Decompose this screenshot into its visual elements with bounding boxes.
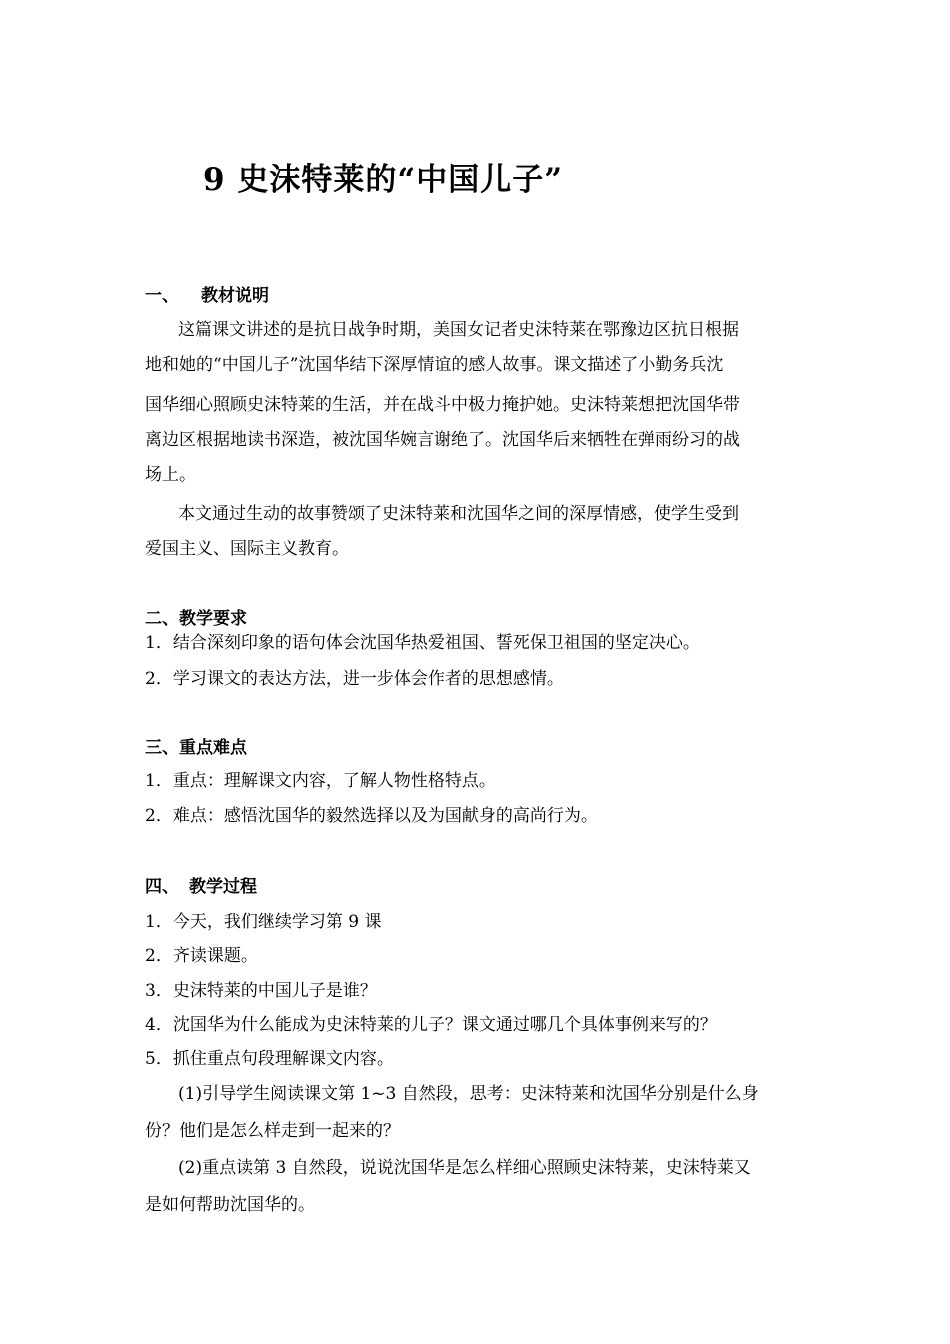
list-item: 4．沈国华为什么能成为史沫特莱的儿子？课文通过哪几个具体事例来写的？ — [145, 1015, 717, 1035]
section-heading-requirements: 二、教学要求 — [145, 609, 247, 629]
paragraph-line: 场上。 — [145, 465, 196, 485]
section-heading-process — [145, 877, 257, 897]
list-item: 5．抓住重点句段理解课文内容。 — [145, 1049, 394, 1069]
paragraph-line: 这篇课文讲述的是抗日战争时期，美国女记者史沫特莱在鄂豫边区抗日根据 — [178, 320, 739, 340]
list-item: 1．今天，我们继续学习第 9 课 — [145, 912, 382, 932]
section-number: 一、 — [145, 286, 179, 306]
list-item: 2．齐读课题。 — [145, 946, 258, 966]
section-heading-materials — [145, 286, 269, 306]
paragraph-line: (2)重点读第 3 自然段，说说沈国华是怎么样细心照顾史沫特莱，史沫特莱又 — [178, 1158, 751, 1178]
document-title: 9 史沫特莱的“中国儿子” — [203, 162, 564, 198]
list-item: 1．结合深刻印象的语句体会沈国华热爱祖国、誓死保卫祖国的坚定决心。 — [145, 633, 700, 653]
paragraph-line: 离边区根据地读书深造，被沈国华婉言谢绝了。沈国华后来牺牲在弹雨纷习的战 — [145, 430, 740, 450]
list-item: 1．重点：理解课文内容，了解人物性格特点。 — [145, 771, 496, 791]
paragraph-line: 爱国主义、国际主义教育。 — [145, 539, 349, 559]
paragraph-line: 本文通过生动的故事赞颂了史沫特莱和沈国华之间的深厚情感，使学生受到 — [178, 504, 739, 524]
list-item: 2．难点：感悟沈国华的毅然选择以及为国献身的高尚行为。 — [145, 806, 598, 826]
section-heading-key-points: 三、重点难点 — [145, 738, 247, 758]
section-title: 教学过程 — [189, 877, 257, 897]
paragraph-line: (1)引导学生阅读课文第 1~3 自然段，思考：史沫特莱和沈国华分别是什么身 — [178, 1084, 759, 1104]
paragraph-line: 份？他们是怎么样走到一起来的？ — [145, 1121, 400, 1141]
section-number: 四、 — [145, 877, 179, 897]
paragraph-line: 地和她的“中国儿子”沈国华结下深厚情谊的感人故事。课文描述了小勤务兵沈 — [145, 355, 724, 375]
list-item: 2．学习课文的表达方法，进一步体会作者的思想感情。 — [145, 669, 564, 689]
list-item: 3．史沫特莱的中国儿子是谁？ — [145, 981, 377, 1001]
section-title: 教材说明 — [201, 286, 269, 306]
paragraph-line: 国华细心照顾史沫特莱的生活，并在战斗中极力掩护她。史沫特莱想把沈国华带 — [145, 395, 740, 415]
paragraph-line: 是如何帮助沈国华的。 — [145, 1195, 315, 1215]
